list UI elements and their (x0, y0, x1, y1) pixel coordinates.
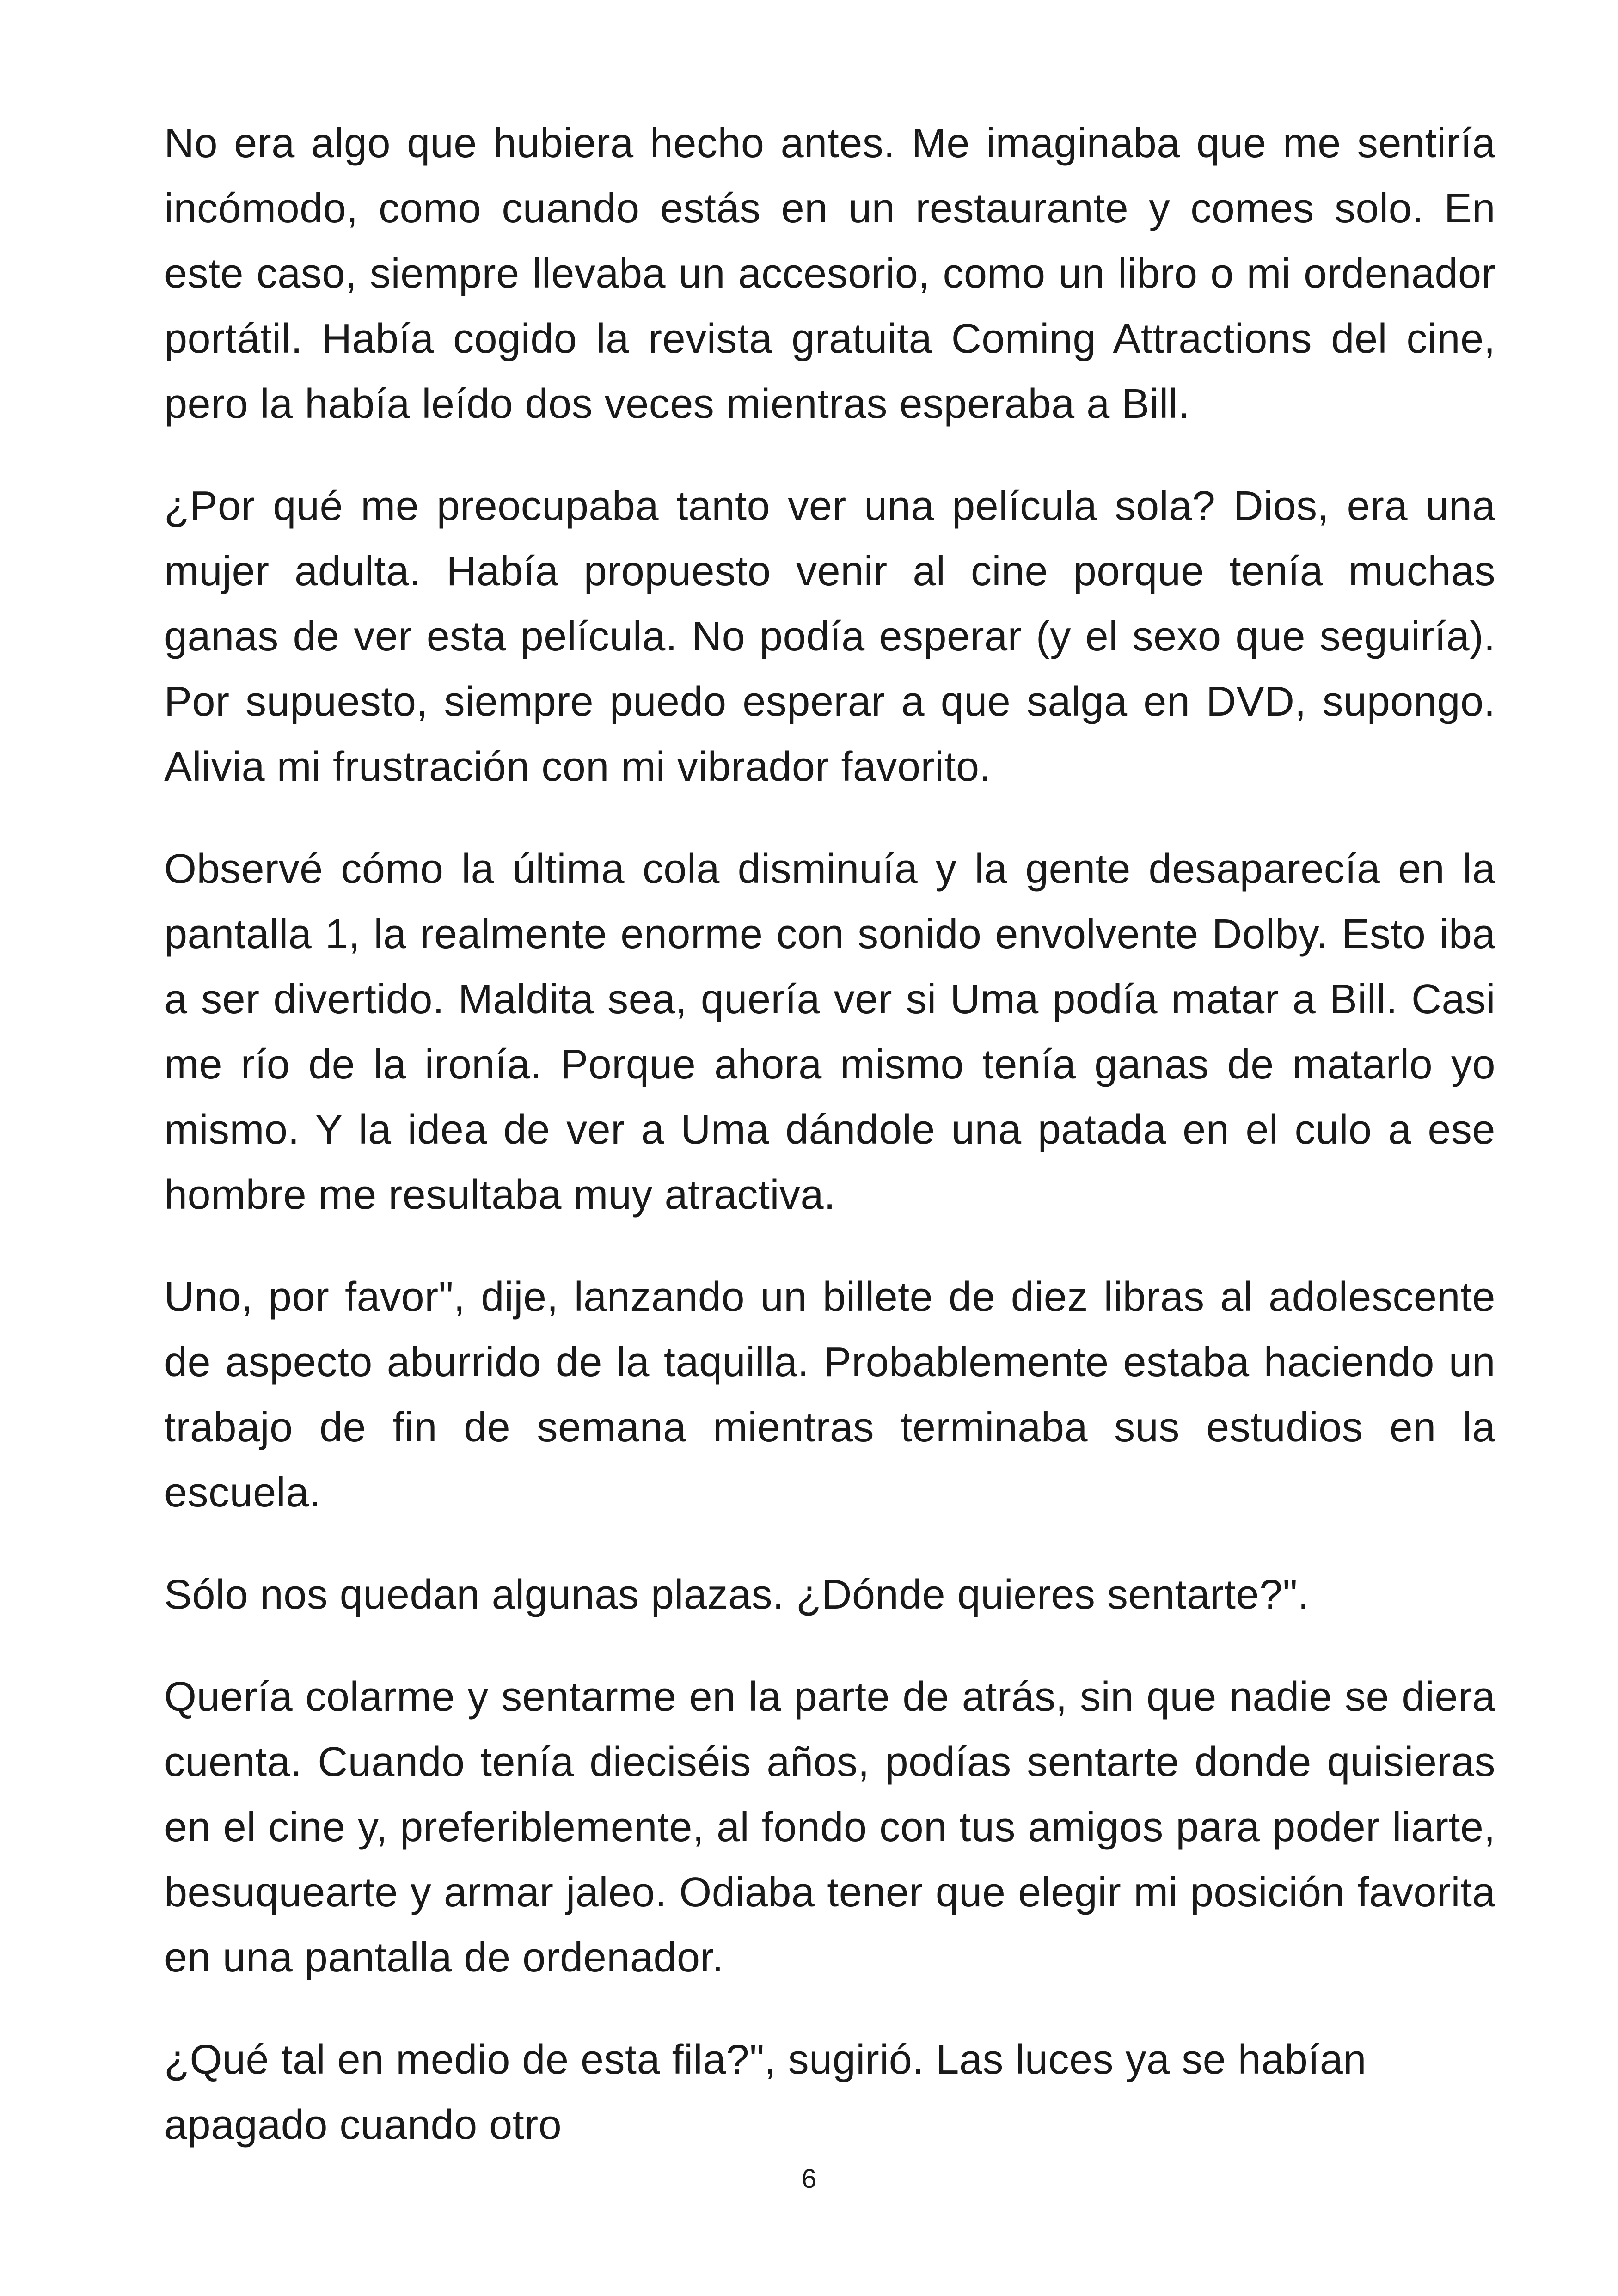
paragraph: Quería colarme y sentarme en la parte de atrás, sin que nadie se diera cuenta. Cuando tenía dieciséis años, podías sentarte donde quisieras en el cine y, preferiblemente, al fondo con tus amigos para poder liarte, besuquearte y armar jaleo. Odiaba tener que elegir mi posición favorita en una pantalla de ordenador. (164, 1674, 1495, 1981)
body-text (164, 111, 1495, 2195)
paragraph: Sólo nos quedan algunas plazas. ¿Dónde quieres sentarte?". (164, 1572, 1310, 1618)
page-number: 6 (801, 2164, 817, 2194)
paragraph: No era algo que hubiera hecho antes. Me imaginaba que me sentiría incómodo, como cuando estás en un restaurante y comes solo. En este caso, siempre llevaba un accesorio, como un libro o mi ordenador portátil. Había cogido la revista gratuita Coming Attractions del cine, pero la había leído dos veces mientras esperaba a Bill. (164, 120, 1495, 427)
paragraph: Observé cómo la última cola disminuía y la gente desaparecía en la pantalla 1, la realmente enorme con sonido envolvente Dolby. Esto iba a ser divertido. Maldita sea, quería ver si Uma podía matar a Bill. Casi me río de la ironía. Porque ahora mismo tenía ganas de matarlo yo mismo. Y la idea de ver a Uma dándole una patada en el culo a ese hombre me resultaba muy atractiva. (164, 846, 1495, 1218)
paragraph: Uno, por favor", dije, lanzando un billete de diez libras al adolescente de aspecto aburrido de la taquilla. Probablemente estaba haciendo un trabajo de fin de semana mientras terminaba sus estudios en la escuela. (164, 1274, 1495, 1516)
paragraph: ¿Por qué me preocupaba tanto ver una película sola? Dios, era una mujer adulta. Había propuesto venir al cine porque tenía muchas ganas de ver esta película. No podía esperar (y el sexo que seguiría). Por supuesto, siempre puedo esperar a que salga en DVD, supongo. Alivia mi frustración con mi vibrador favorito. (164, 483, 1495, 790)
paragraph: ¿Qué tal en medio de esta fila?", sugirió. Las luces ya se habían apagado cuando otro (164, 2037, 1367, 2148)
